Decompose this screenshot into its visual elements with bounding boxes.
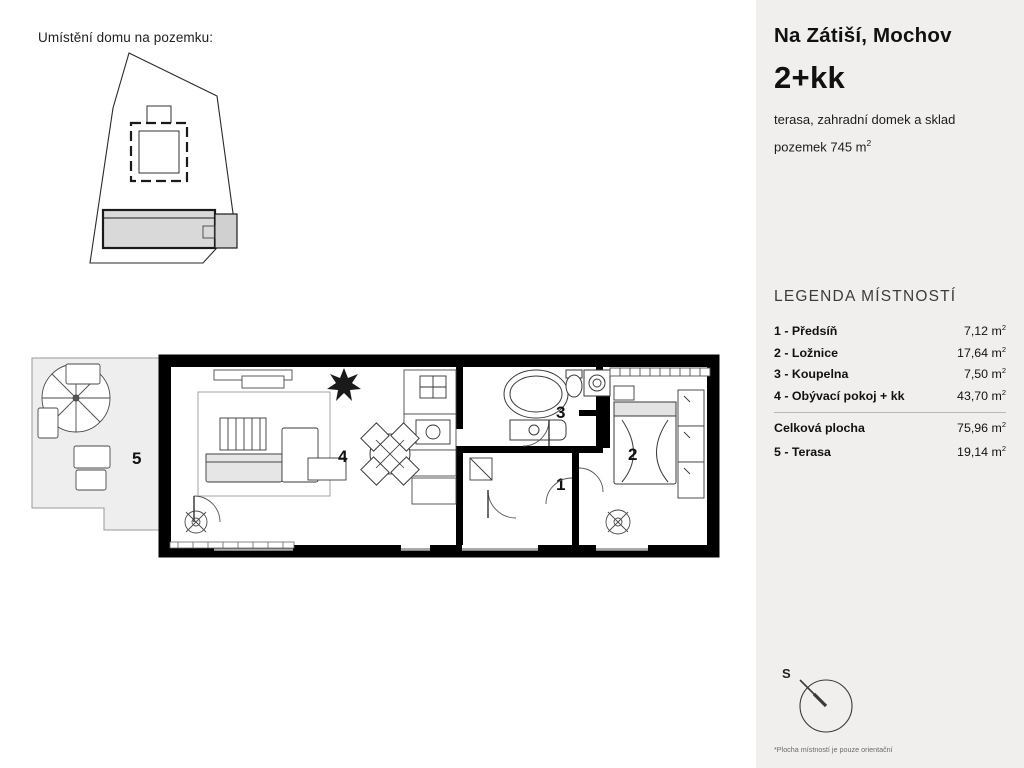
room-number-5: 5 bbox=[132, 449, 142, 468]
legend-room-label: 4 - Obývací pokoj + kk bbox=[774, 388, 905, 403]
unit-type: 2+kk bbox=[774, 60, 846, 95]
site-plan-label: Umístění domu na pozemku: bbox=[38, 30, 214, 45]
legend-total-area: 75,96 $m^2$ bbox=[957, 420, 1006, 436]
legend-total-label: Celková plocha bbox=[774, 421, 865, 436]
legend-terrace-label: 5 - Terasa bbox=[774, 445, 831, 460]
apartment-floorplan bbox=[18, 350, 738, 585]
legend-row bbox=[774, 385, 1006, 407]
legend-heading: LEGENDA MÍSTNOSTÍ bbox=[774, 288, 957, 305]
legend-room-area: 7,50 $m^2$ bbox=[963, 366, 1006, 382]
plot-size-unit-sup: 2 bbox=[866, 138, 872, 148]
plot-size-value: pozemek 745 m bbox=[774, 139, 867, 155]
info-panel bbox=[756, 0, 1024, 768]
features-text: terasa, zahradní domek a sklad bbox=[774, 112, 956, 127]
site-plan-diagram bbox=[85, 48, 345, 278]
legend-row bbox=[774, 320, 1006, 342]
footnote: *Plocha místností je pouze orientační bbox=[774, 745, 893, 754]
legend-terrace-row bbox=[774, 438, 1006, 462]
room-number-1: 1 bbox=[556, 475, 566, 494]
legend-total-row bbox=[774, 412, 1006, 438]
room-number-3: 3 bbox=[556, 403, 566, 422]
page-title: Na Zátiší, Mochov bbox=[774, 24, 952, 47]
legend-row bbox=[774, 342, 1006, 364]
compass-icon bbox=[778, 660, 868, 745]
plot-size-text bbox=[774, 138, 871, 154]
legend-room-area: 43,70 $m^2$ bbox=[957, 387, 1006, 403]
legend-row bbox=[774, 363, 1006, 385]
legend-room-label: 2 - Ložnice bbox=[774, 345, 839, 360]
legend-room-area: 17,64 $m^2$ bbox=[957, 344, 1006, 360]
room-number-4: 4 bbox=[338, 447, 348, 466]
room-legend-table bbox=[774, 320, 1006, 463]
compass-north-letter: S bbox=[782, 666, 791, 681]
legend-room-label: 3 - Koupelna bbox=[774, 367, 849, 382]
room-number-2: 2 bbox=[628, 445, 638, 464]
legend-room-area: 7,12 $m^2$ bbox=[963, 323, 1006, 339]
legend-room-label: 1 - Předsíň bbox=[774, 324, 838, 339]
legend-terrace-area: 19,14 $m^2$ bbox=[957, 444, 1006, 460]
